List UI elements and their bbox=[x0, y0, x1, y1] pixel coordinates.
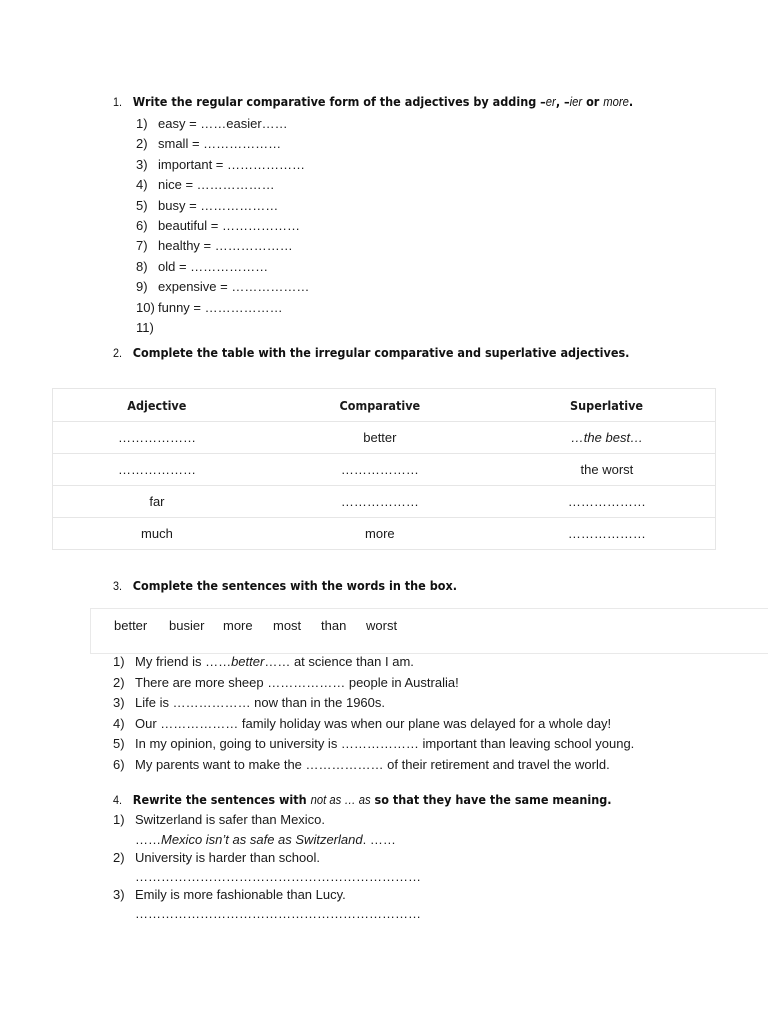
irregular-adjectives-table bbox=[52, 388, 716, 550]
list-item: 7) healthy = ……………… bbox=[136, 238, 293, 254]
table-row bbox=[53, 422, 716, 454]
table-cell: the worst bbox=[499, 454, 716, 486]
column-header-superlative: Superlative bbox=[499, 389, 716, 422]
word-box-item: most bbox=[273, 618, 302, 633]
table-cell: ……………… bbox=[261, 486, 499, 518]
list-item: 4) Our ……………… family holiday was when our plane was delayed for a whole day! bbox=[113, 715, 612, 731]
list-item: 8) old = ……………… bbox=[136, 258, 269, 274]
list-item: 3) important = ……………… bbox=[136, 156, 306, 172]
table-cell: better bbox=[261, 422, 499, 454]
table-cell: ……………… bbox=[261, 454, 499, 486]
section-number: 4. bbox=[113, 793, 123, 807]
list-item: 10) funny = ……………… bbox=[136, 299, 283, 315]
section-1-heading: 1. Write the regular comparative form of the adjectives by adding –er, –ier or more. bbox=[113, 94, 634, 109]
column-header-comparative: Comparative bbox=[261, 389, 499, 422]
list-item: 9) expensive = ……………… bbox=[136, 279, 310, 295]
section-2-heading: 2. Complete the table with the irregular comparative and superlative adjectives. bbox=[113, 345, 630, 360]
list-item: 6) beautiful = ……………… bbox=[136, 217, 300, 233]
list-item: 1) Switzerland is safer than Mexico. bbox=[113, 812, 326, 827]
word-box-item: than bbox=[321, 618, 347, 633]
section-number: 3. bbox=[113, 579, 123, 593]
list-item: 11) bbox=[136, 319, 154, 335]
word-box bbox=[90, 608, 768, 654]
table-cell: far bbox=[53, 486, 261, 518]
list-item: 1) easy = ……easier…… bbox=[136, 116, 288, 131]
rewrite-list bbox=[113, 810, 421, 922]
list-item: ………………………………………………………… bbox=[135, 868, 421, 884]
list-item: 2) There are more sheep ……………… people in Australia! bbox=[113, 674, 459, 690]
list-item: 3) Emily is more fashionable than Lucy. bbox=[113, 886, 346, 902]
list-item: 3) Life is ……………… now than in the 1960s. bbox=[113, 695, 386, 710]
column-header-adjective: Adjective bbox=[53, 389, 261, 422]
table-row bbox=[53, 486, 716, 518]
list-item: 4) nice = ……………… bbox=[136, 177, 275, 193]
table-cell: more bbox=[261, 518, 499, 550]
word-box-item: more bbox=[223, 618, 253, 633]
comparative-list bbox=[136, 114, 309, 338]
section-number: 1. bbox=[113, 95, 123, 109]
section-3-heading: 3. Complete the sentences with the words in the box. bbox=[113, 578, 458, 593]
table-row bbox=[53, 454, 716, 486]
list-item: 2) University is harder than school. bbox=[113, 849, 320, 865]
table-cell: ……………… bbox=[53, 454, 261, 486]
table-cell: ……………… bbox=[499, 518, 716, 550]
table-cell: ……………… bbox=[499, 486, 716, 518]
list-item: 1) My friend is ……better…… at science than I am. bbox=[113, 654, 414, 669]
list-item: 5) busy = ……………… bbox=[136, 197, 279, 213]
word-box-item: better bbox=[114, 618, 148, 633]
list-item: 6) My parents want to make the ……………… of their retirement and travel the world. bbox=[113, 756, 610, 772]
list-item: ……Mexico isn’t as safe as Switzerland. …… bbox=[135, 831, 396, 847]
list-item: ………………………………………………………… bbox=[135, 905, 421, 921]
table-cell: ……………… bbox=[53, 422, 261, 454]
table-row bbox=[53, 518, 716, 550]
list-item: 5) In my opinion, going to university is ……………… important than leaving school young. bbox=[113, 736, 635, 751]
word-box-item: worst bbox=[366, 618, 398, 633]
table-cell: …the best… bbox=[499, 422, 716, 454]
section-number: 2. bbox=[113, 346, 123, 360]
table-header-row bbox=[53, 389, 716, 422]
section-4-heading: 4. Rewrite the sentences with not as … as so that they have the same meaning. bbox=[113, 792, 612, 807]
word-box-item: busier bbox=[169, 618, 205, 633]
table-cell: much bbox=[53, 518, 261, 550]
sentence-list bbox=[113, 652, 634, 775]
list-item: 2) small = ……………… bbox=[136, 136, 282, 152]
